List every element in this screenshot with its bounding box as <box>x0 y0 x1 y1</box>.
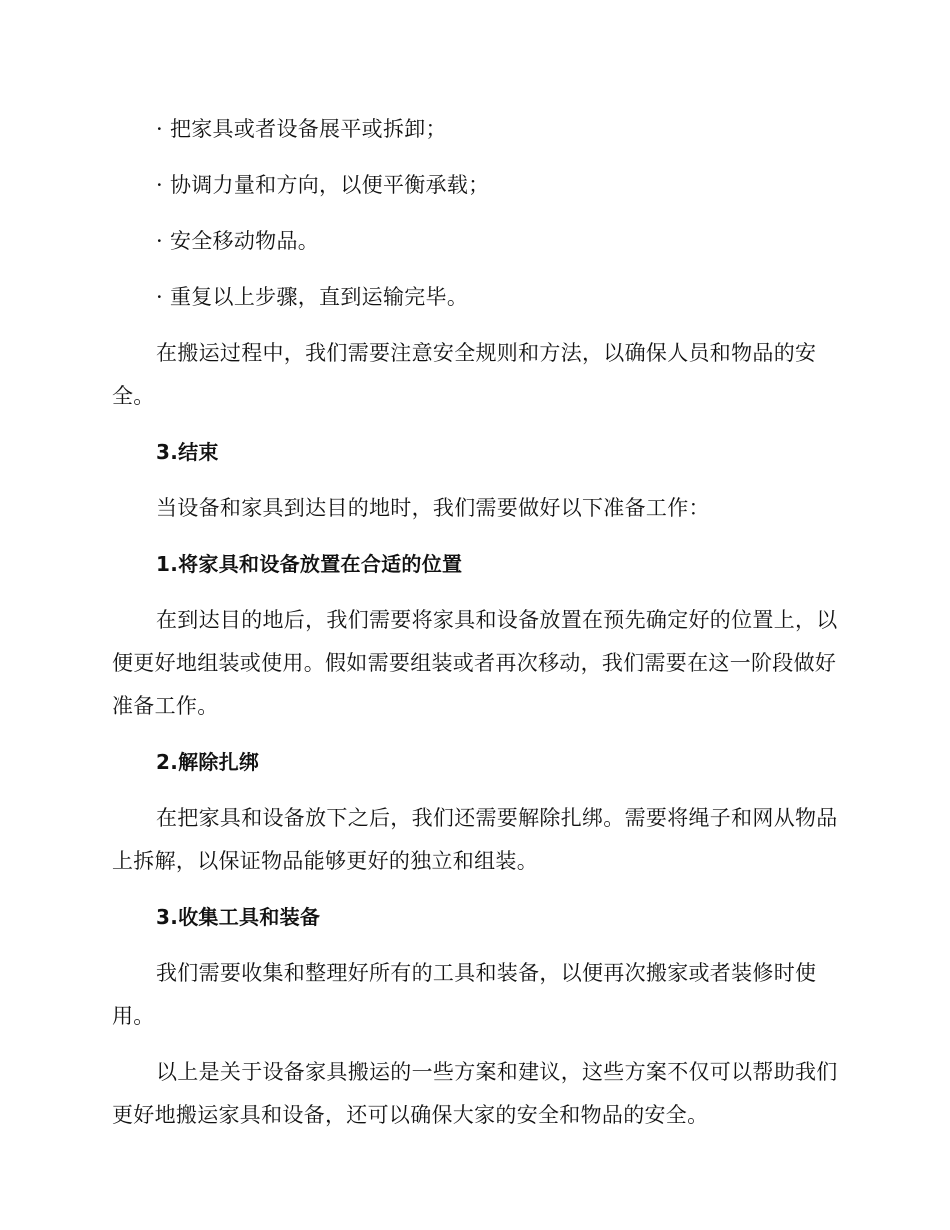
bullet-flatten: · 把家具或者设备展平或拆卸； <box>156 117 447 141</box>
paragraph-collect-tools: 我们需要收集和整理好所有的工具和装备，以便再次搬家或者装修时使用。 <box>112 961 817 1028</box>
bullet-move-safely: · 安全移动物品。 <box>156 229 320 253</box>
heading-untie: 2.解除扎绑 <box>156 750 260 774</box>
bullet-coordinate: · 协调力量和方向，以便平衡承载； <box>156 173 490 197</box>
heading-end: 3.结束 <box>156 440 219 464</box>
paragraph-untie: 在把家具和设备放下之后，我们还需要解除扎绑。需要将绳子和网从物品上拆解，以保证物品能够更好的独立和组装。 <box>112 806 838 873</box>
paragraph-arrival: 当设备和家具到达目的地时，我们需要做好以下准备工作： <box>156 496 710 520</box>
paragraph-place-items: 在到达目的地后，我们需要将家具和设备放置在预先确定好的位置上，以便更好地组装或使用。假如需要组装或者再次移动，我们需要在这一阶段做好准备工作。 <box>112 608 838 718</box>
heading-collect-tools: 3.收集工具和装备 <box>156 905 321 929</box>
paragraph-safety: 在搬运过程中，我们需要注意安全规则和方法，以确保人员和物品的安全。 <box>112 341 817 408</box>
bullet-repeat: · 重复以上步骤，直到运输完毕。 <box>156 285 469 309</box>
paragraph-summary: 以上是关于设备家具搬运的一些方案和建议，这些方案不仅可以帮助我们更好地搬运家具和设备，还可以确保大家的安全和物品的安全。 <box>112 1060 838 1127</box>
heading-place-items: 1.将家具和设备放置在合适的位置 <box>156 552 463 576</box>
